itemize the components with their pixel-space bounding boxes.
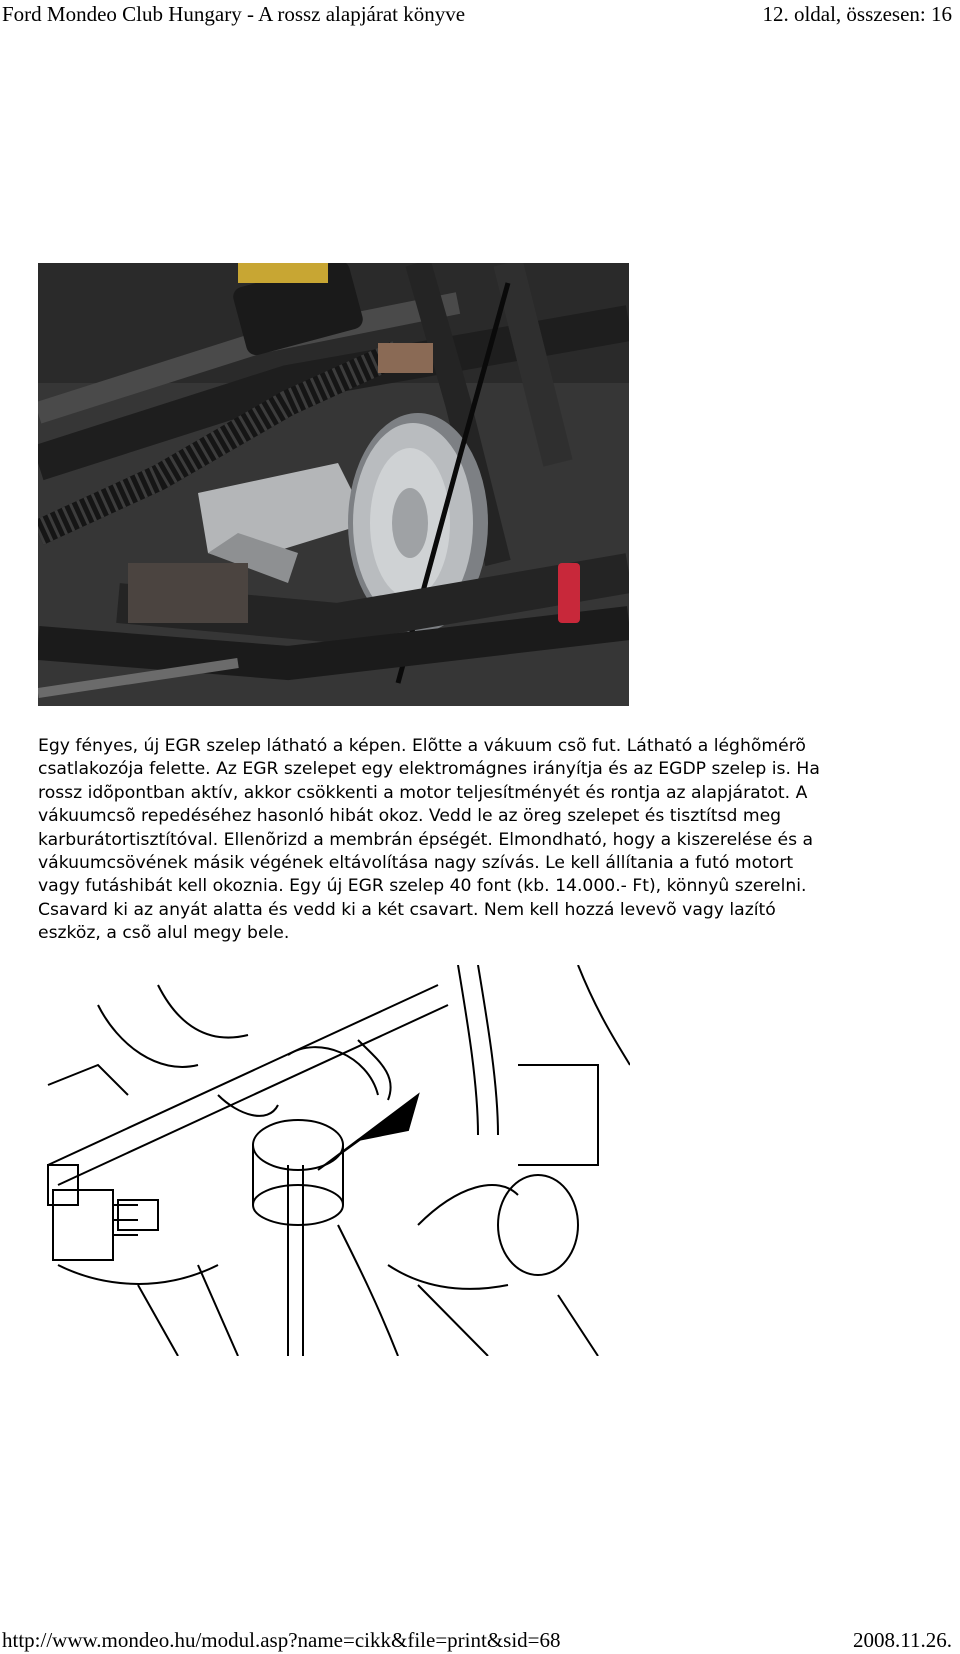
- egr-valve-photo: [38, 263, 629, 706]
- document-title: Ford Mondeo Club Hungary - A rossz alapjárat könyve: [2, 2, 466, 26]
- page-footer: [0, 1626, 960, 1654]
- page-header: [0, 0, 960, 28]
- article-paragraph: Egy fényes, új EGR szelep látható a képen. Elõtte a vákuum csõ fut. Látható a léghõmérõ csatlakozója felette. Az EGR szelepet egy elektromágnes irányítja és az EGDP szelep is. Ha rossz idõpontban aktív, akkor csökkenti a motor teljesítményét és rontja az alapjáratot. A vákuumcsõ repedéséhez hasonló hibát okoz. Vedd le az öreg szelepet és tisztítsd meg karburátortisztítóval. Ellenõrizd a membrán épségét. Elmondható, hogy a kiszerelése és a vákuumcsövének másik végének eltávolítása nagy szívás. Le kell állítania a futó motort vagy futáshibát kell okoznia. Egy új EGR szelep 40 font (kb. 14.000.- Ft), könnyû szerelni. Csavard ki az anyát alatta és vedd ki a két csavart. Nem kell hozzá levevõ vagy lazító eszköz, a csõ alul megy bele.: [38, 736, 820, 944]
- print-date: 2008.11.26.: [853, 1628, 952, 1652]
- source-url: http://www.mondeo.hu/modul.asp?name=cikk&file=print&sid=68: [2, 1628, 561, 1652]
- egr-valve-line-drawing: [38, 965, 630, 1356]
- page-number: 12. oldal, összesen: 16: [762, 2, 952, 26]
